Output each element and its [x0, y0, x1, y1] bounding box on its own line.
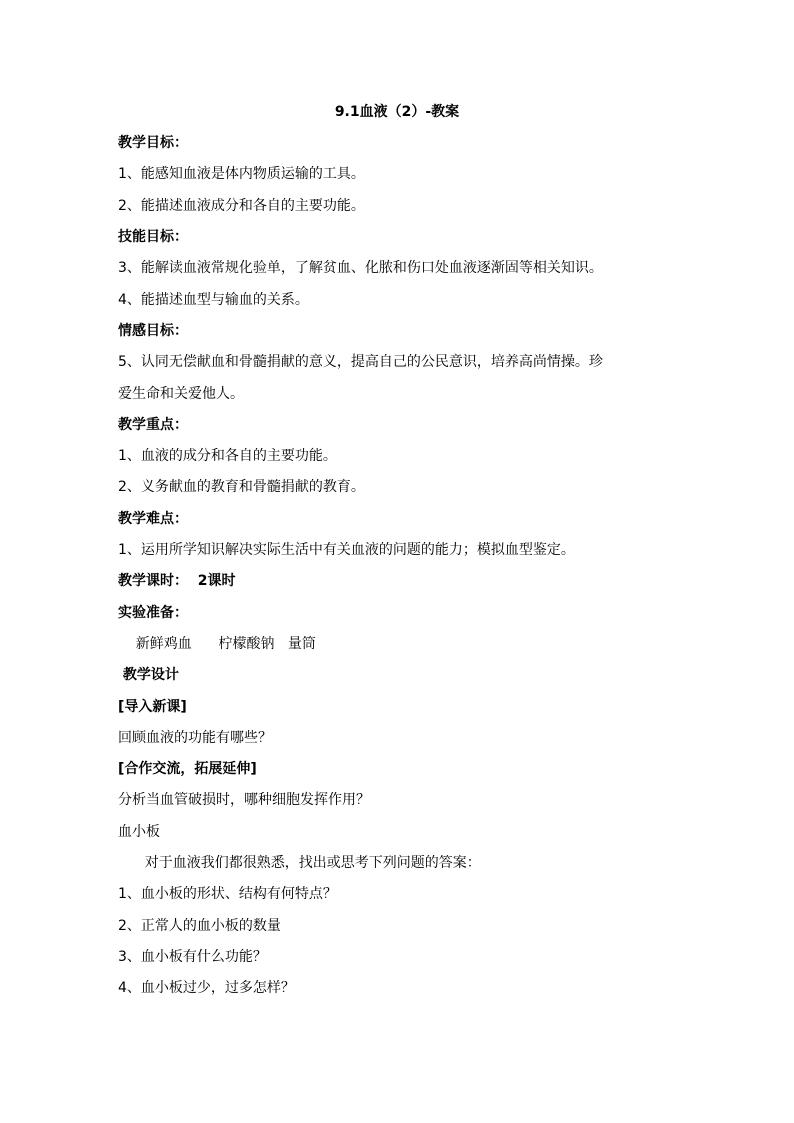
- section-heading: 情感目标：: [118, 323, 188, 339]
- section-heading: 教学难点：: [118, 511, 188, 527]
- section-heading: 实验准备：: [118, 605, 188, 621]
- body-text-line: 4、能描述血型与输血的关系。: [118, 292, 309, 308]
- section-heading: [合作交流，拓展延伸]: [118, 761, 257, 777]
- body-text-line: 2、能描述血液成分和各自的主要功能。: [118, 198, 365, 214]
- body-text-line: 爱生命和关爱他人。: [118, 386, 244, 402]
- body-text-line: 3、能解读血液常规化验单，了解贫血、化脓和伤口处血液逐渐固等相关知识。: [118, 260, 603, 276]
- section-heading: 教学课时： 2课时: [118, 573, 236, 589]
- body-text-line: 新鲜鸡血 柠檬酸钠 量筒: [118, 636, 316, 652]
- section-heading: 技能目标：: [118, 229, 188, 245]
- body-text-line: 2、正常人的血小板的数量: [118, 918, 281, 934]
- body-text-line: 5、认同无偿献血和骨髓捐献的意义，提高自己的公民意识，培养高尚情操。珍: [118, 354, 603, 370]
- section-heading: [导入新课]: [118, 699, 187, 715]
- section-heading: 教学设计: [118, 667, 179, 683]
- body-text-line: 回顾血液的功能有哪些？: [118, 730, 272, 746]
- body-text-line: 1、能感知血液是体内物质运输的工具。: [118, 166, 365, 182]
- body-text-line: 2、义务献血的教育和骨髓捐献的教育。: [118, 479, 365, 495]
- body-text-line: 1、血小板的形状、结构有何特点？: [118, 886, 337, 902]
- body-text-line: 1、运用所学知识解决实际生活中有关血液的问题的能力；模拟血型鉴定。: [118, 542, 575, 558]
- body-text-line: 分析当血管破损时，哪种细胞发挥作用？: [118, 792, 370, 808]
- section-heading: 教学重点：: [118, 417, 188, 433]
- section-heading: 教学目标：: [118, 135, 188, 151]
- body-text-line: 血小板: [118, 824, 160, 840]
- document-title: 9.1血液（2）-教案: [334, 104, 460, 120]
- body-text-line: 3、血小板有什么功能？: [118, 949, 267, 965]
- body-text-line: 对于血液我们都很熟悉，找出或思考下列问题的答案：: [118, 855, 481, 871]
- body-text-line: 4、血小板过少，过多怎样？: [118, 980, 295, 996]
- body-text-line: 1、血液的成分和各自的主要功能。: [118, 448, 337, 464]
